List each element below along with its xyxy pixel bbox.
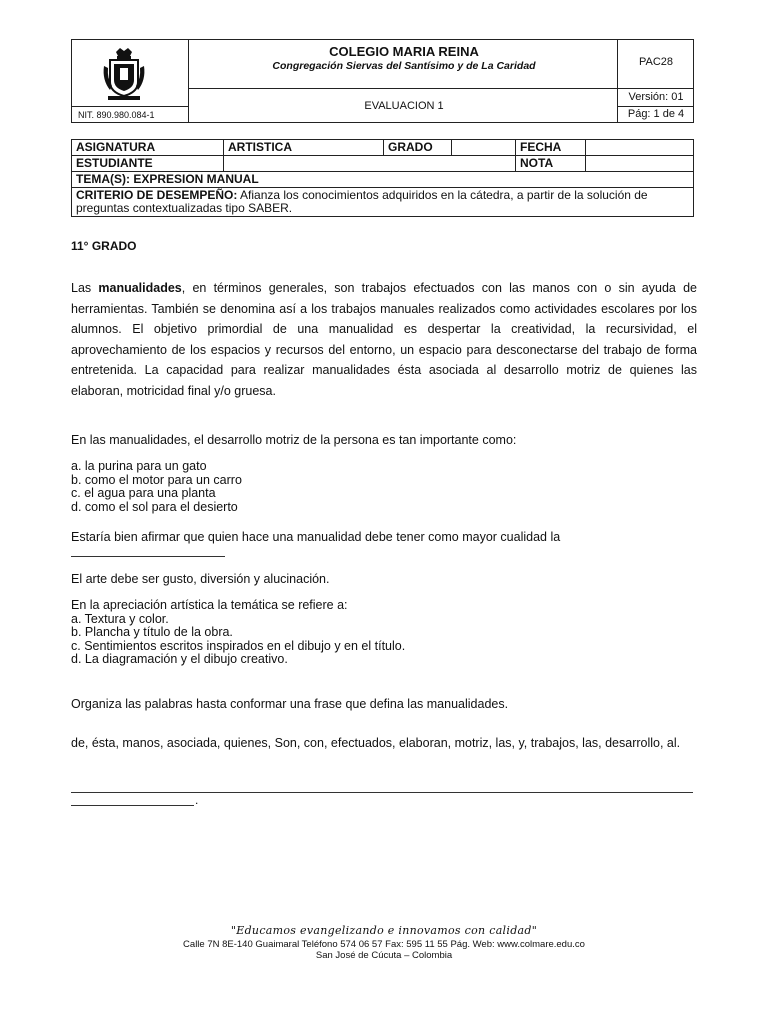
- question-4-stem: En la apreciación artística la temática se refiere a:: [71, 598, 348, 612]
- q4-option-c: c. Sentimientos escritos inspirados en el dibujo y en el título.: [71, 638, 406, 653]
- date-field[interactable]: [586, 140, 694, 156]
- q1-option-d: d. como el sol para el desierto: [71, 499, 238, 514]
- grade-field[interactable]: [452, 140, 516, 156]
- question-4: [71, 599, 405, 667]
- answer-line-2[interactable]: [71, 805, 194, 806]
- question-5-stem: Organiza las palabras hasta conformar una frase que defina las manualidades.: [71, 697, 509, 711]
- document-header: [71, 39, 694, 123]
- evaluation-title: EVALUACION 1: [364, 100, 444, 112]
- subject-label: ASIGNATURA: [72, 140, 224, 156]
- grade-label: GRADO: [384, 140, 452, 156]
- q4-option-b: b. Plancha y título de la obra.: [71, 625, 233, 639]
- grade-heading: 11° GRADO: [71, 239, 137, 253]
- footer-motto: "Educamos evangelizando e innovamos con calidad": [230, 924, 538, 937]
- nit-number: NIT. 890.980.084-1: [78, 110, 155, 120]
- document-version: Versión: 01: [628, 91, 684, 103]
- q1-option-b: b. como el motor para un carro: [71, 472, 242, 487]
- q4-option-a: a. Textura y color.: [71, 611, 169, 626]
- student-info-table: [71, 139, 694, 217]
- question-2-stem: Estaría bien afirmar que quien hace una manualidad debe tener como mayor cualidad la: [71, 530, 561, 544]
- question-3-stem: El arte debe ser gusto, diversión y alucinación.: [71, 572, 330, 586]
- criterion-text: Afianza los conocimientos adquiridos en la cátedra, a partir de la solución de preguntas contextualizadas tipo SABER.: [76, 188, 648, 215]
- answer-end-dot: .: [195, 793, 199, 807]
- intro-rest: , en términos generales, son trabajos efectuados con las manos con o sin ayuda de herramientas. También se denomina así a los trabajos manuales realizados como actividades escolares por los alumnos. El objetivo primordial de una manualidad es despertar la creatividad, la recursividad, el aprovechamiento de los espacios y recursos del entorno, un espacio para desconectarse del trabajo de forma entretenida. La capacidad para realizar manualidades ésta asociada al desarrollo motriz de quienes las elaboran, motricidad final y/o gruesa.: [71, 281, 697, 398]
- question-1-options: [71, 460, 242, 514]
- school-name: COLEGIO MARIA REINA: [329, 44, 479, 59]
- criterion-label: CRITERIO DE DESEMPEÑO:: [76, 188, 238, 202]
- question-2-answer-line[interactable]: [71, 556, 225, 557]
- answer-line-1[interactable]: [71, 792, 693, 793]
- score-label: NOTA: [516, 156, 586, 172]
- q4-option-d: d. La diagramación y el dibujo creativo.: [71, 652, 288, 666]
- score-field[interactable]: [586, 156, 694, 172]
- intro-lead: Las: [71, 281, 99, 295]
- school-crest-logo: [102, 46, 146, 102]
- question-5-words: de, ésta, manos, asociada, quienes, Son, con, efectuados, elaboran, motriz, las, y, trabajos, las, desarrollo, al.: [71, 736, 681, 750]
- student-label: ESTUDIANTE: [72, 156, 224, 172]
- page-number: Pág: 1 de 4: [627, 108, 685, 120]
- criterion-row: [72, 188, 694, 217]
- intro-keyword: manualidades: [98, 281, 182, 295]
- subject-value: ARTISTICA: [224, 140, 384, 156]
- q1-option-c: c. el agua para una planta: [71, 486, 216, 500]
- date-label: FECHA: [516, 140, 586, 156]
- q1-option-a: a. la purina para un gato: [71, 459, 207, 473]
- question-1-stem: En las manualidades, el desarrollo motriz de la persona es tan importante como:: [71, 433, 517, 447]
- congregation-name: Congregación Siervas del Santísimo y de La Caridad: [272, 60, 536, 72]
- theme-row: TEMA(S): EXPRESION MANUAL: [72, 172, 694, 188]
- student-field[interactable]: [224, 156, 516, 172]
- footer-address: [0, 939, 768, 961]
- footer-city: San José de Cúcuta – Colombia: [315, 950, 453, 961]
- intro-paragraph: [71, 278, 697, 401]
- footer-address-line: Calle 7N 8E-140 Guaimaral Teléfono 574 06 57 Fax: 595 11 55 Pág. Web: www.colmare.edu.co: [183, 939, 585, 950]
- document-code: PAC28: [638, 56, 674, 68]
